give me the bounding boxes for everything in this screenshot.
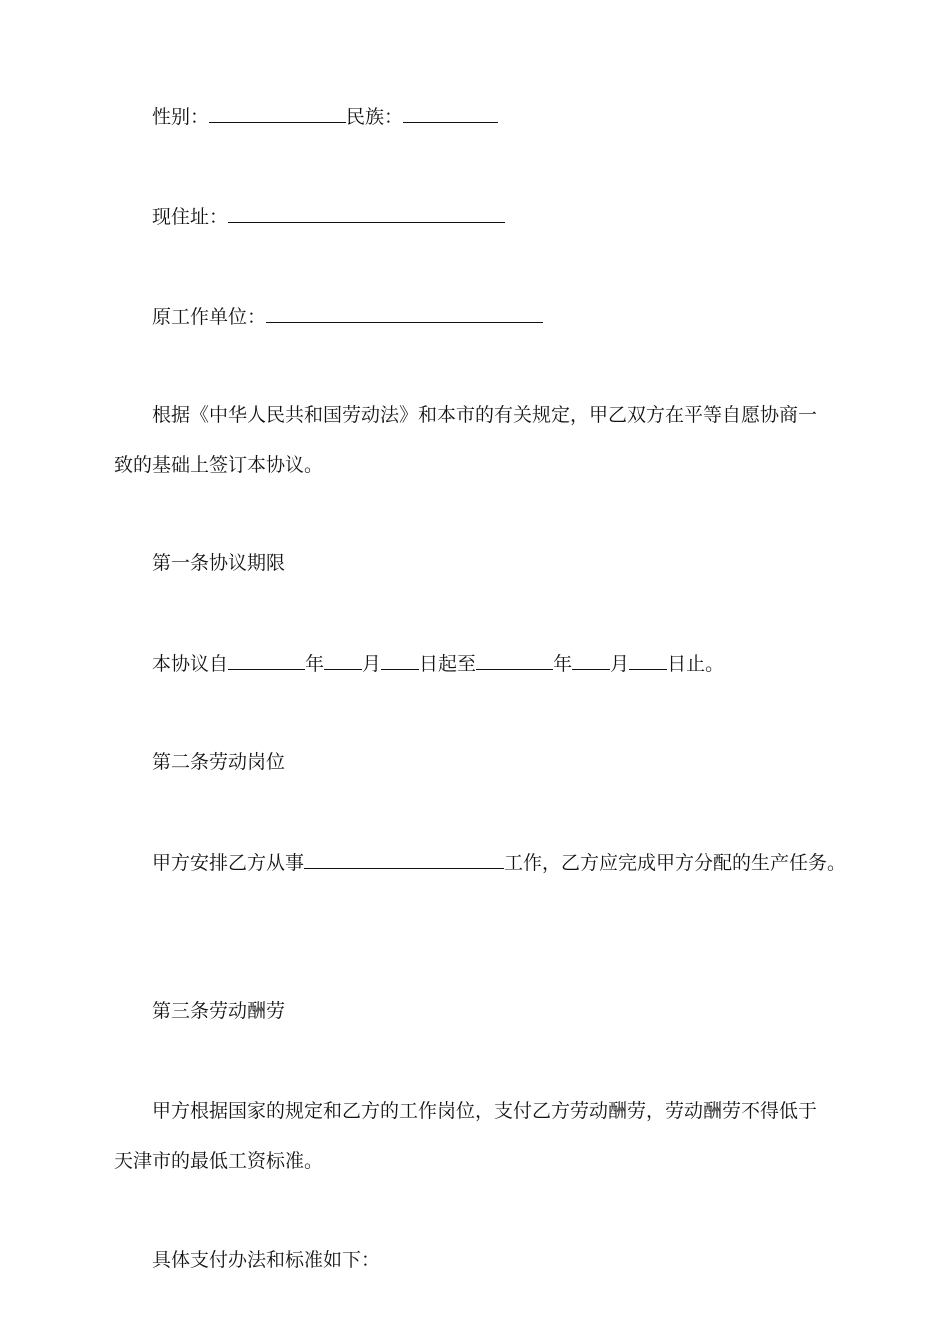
start-day-blank <box>381 651 419 670</box>
start-year-blank <box>228 651 305 670</box>
preamble-line-1 <box>152 403 817 427</box>
start-month-label: 月 <box>362 653 382 675</box>
former-employer-label: 原工作单位： <box>152 306 267 328</box>
end-year-blank <box>476 651 553 670</box>
pay-text-2: 天津市的最低工资标准。 <box>114 1150 324 1172</box>
position-line <box>152 850 846 875</box>
pay-method-line <box>152 1248 380 1272</box>
pay-text-1: 甲方根据国家的规定和乙方的工作岗位，支付乙方劳动酬劳，劳动酬劳不得低于 <box>152 1100 818 1122</box>
article-3-title: 第三条劳动酬劳 <box>152 1000 286 1022</box>
preamble-text-2: 致的基础上签订本协议。 <box>114 454 324 476</box>
position-blank <box>304 850 504 869</box>
end-day-label: 日止。 <box>667 653 725 675</box>
end-month-label: 月 <box>610 653 630 675</box>
gender-ethnicity-line <box>152 104 498 129</box>
pay-method-text: 具体支付办法和标准如下： <box>152 1249 381 1271</box>
end-day-blank <box>629 651 667 670</box>
preamble-text-1: 根据《中华人民共和国劳动法》和本市的有关规定，甲乙双方在平等自愿协商一 <box>152 404 818 426</box>
position-suffix: 工作，乙方应完成甲方分配的生产任务。 <box>504 852 847 874</box>
address-line <box>152 204 505 229</box>
term-prefix: 本协议自 <box>152 653 229 675</box>
start-month-blank <box>324 651 362 670</box>
article-1-heading <box>152 551 285 575</box>
former-employer-blank <box>266 304 543 323</box>
address-label: 现住址： <box>152 206 229 228</box>
article-3-heading <box>152 999 285 1023</box>
position-prefix: 甲方安排乙方从事 <box>152 852 305 874</box>
gender-blank <box>209 104 346 123</box>
pay-line-1 <box>152 1099 817 1123</box>
ethnicity-label: 民族： <box>346 106 404 128</box>
pay-line-2 <box>114 1149 323 1173</box>
gender-label: 性别： <box>152 106 210 128</box>
address-blank <box>228 204 505 223</box>
end-year-label: 年 <box>553 653 573 675</box>
term-line <box>152 651 724 676</box>
article-1-title: 第一条协议期限 <box>152 552 286 574</box>
preamble-line-2 <box>114 453 323 477</box>
ethnicity-blank <box>403 104 498 123</box>
article-2-title: 第二条劳动岗位 <box>152 751 286 773</box>
article-2-heading <box>152 750 285 774</box>
start-year-label: 年 <box>305 653 325 675</box>
former-employer-line <box>152 304 543 329</box>
end-month-blank <box>572 651 610 670</box>
start-day-label: 日起至 <box>419 653 477 675</box>
